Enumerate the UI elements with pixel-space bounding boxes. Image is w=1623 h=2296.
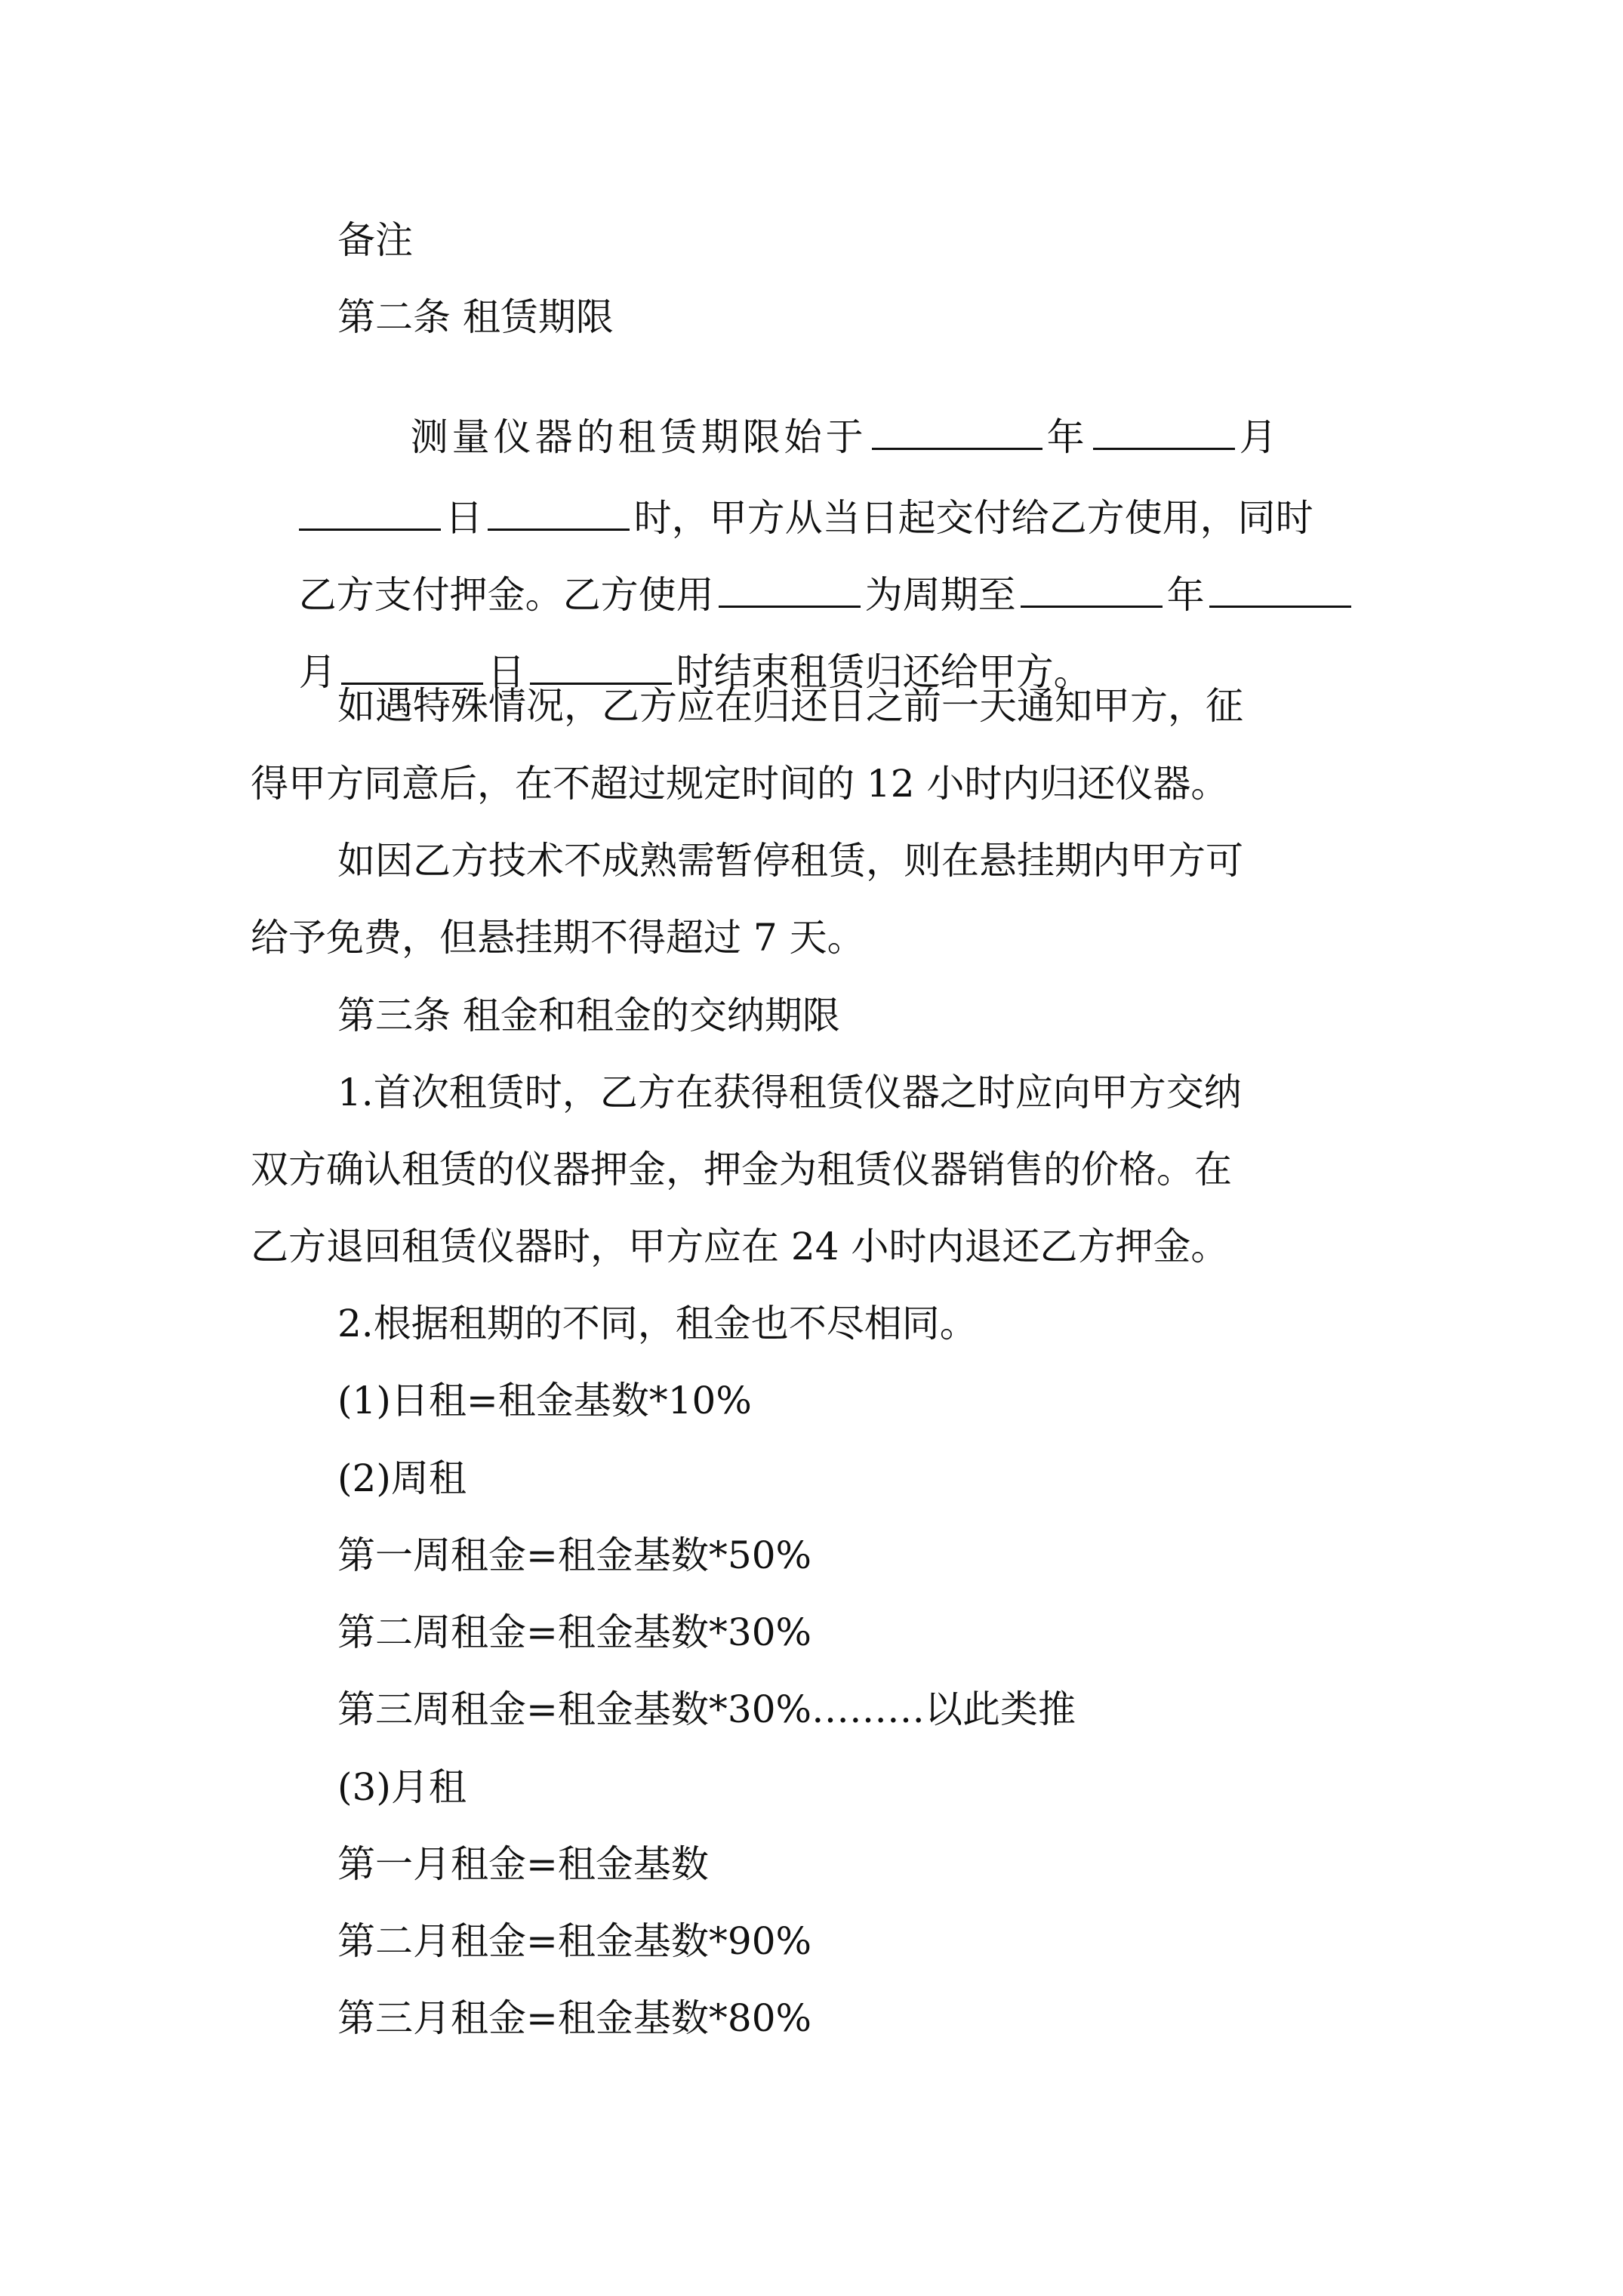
paragraph-line: 测量仪器的租赁期限始于 年 月 [347,375,1281,494]
list-item: 第二月租金=租金基数*90% [337,1919,812,1963]
blank-field [872,413,1042,450]
section-heading-3: 第三条 租金和租金的交纳期限 [337,994,840,1037]
blank-field [299,494,441,531]
blank-field [1209,571,1351,608]
list-item: (1)日租=租金基数*10% [337,1379,752,1422]
paragraph-line: 如遇特殊情况，乙方应在归还日之前一天通知甲方，征 [337,684,1243,728]
blank-field [1021,571,1163,608]
paragraph-line: 2.根据租期的不同，租金也不尽相同。 [337,1302,978,1345]
blank-field [488,494,630,531]
blank-field [341,648,483,685]
paragraph-line: 如因乙方技术不成熟需暂停租赁，则在悬挂期内甲方可 [337,839,1243,883]
paragraph-line: 给予免费，但悬挂期不得超过 7 天。 [251,916,865,960]
list-item: 第一月租金=租金基数 [337,1842,709,1886]
list-item: 第三周租金=租金基数*30%………以此类推 [337,1687,1076,1731]
paragraph-line: 乙方退回租赁仪器时，甲方应在 24 小时内退还乙方押金。 [251,1225,1229,1268]
list-item: (3)月租 [337,1765,467,1809]
paragraph-line: 月 日 时结束租赁归还给甲方。 [251,610,1092,729]
section-heading-2: 第二条 租赁期限 [337,295,614,339]
blank-field [719,571,861,608]
paragraph-line: 双方确认租赁的仪器押金，押金为租赁仪器销售的价格。在 [251,1148,1232,1191]
paragraph-line: 1.首次租赁时，乙方在获得租赁仪器之时应向甲方交纳 [337,1071,1242,1114]
blank-field [530,648,672,685]
remark-label: 备注 [337,218,413,262]
paragraph-line: 得甲方同意后，在不超过规定时间的 12 小时内归还仪器。 [251,762,1229,806]
paragraph-line: 日 时，甲方从当日起交付给乙方使用，同时 [251,456,1313,575]
blank-field [1093,413,1235,450]
list-item: 第三月租金=租金基数*80% [337,1996,812,2040]
paragraph-line: 乙方支付押金。乙方使用 为周期至 年 [251,533,1356,652]
list-item: (2)周租 [337,1456,467,1500]
list-item: 第一周租金=租金基数*50% [337,1533,812,1577]
list-item: 第二周租金=租金基数*30% [337,1610,812,1654]
